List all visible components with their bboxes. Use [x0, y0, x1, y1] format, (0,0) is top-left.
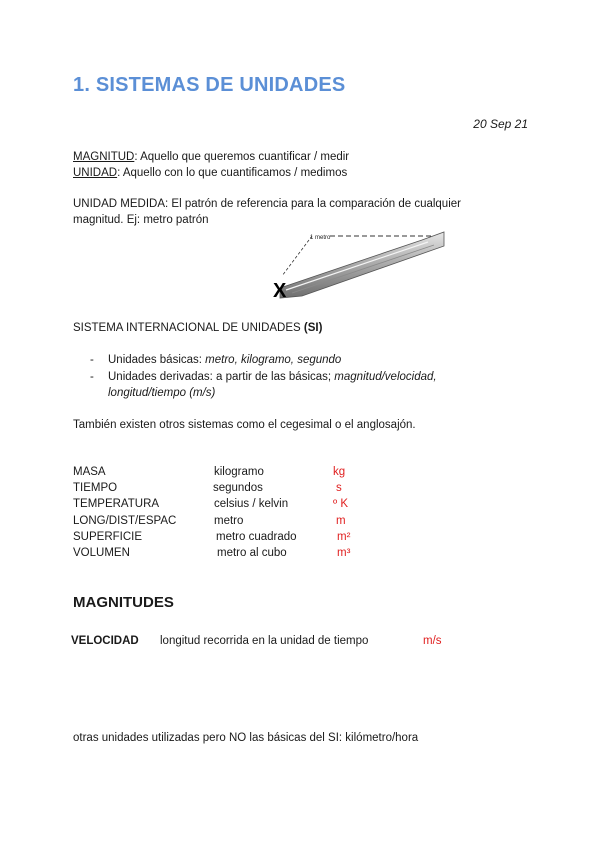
velocidad-term: VELOCIDAD	[71, 635, 139, 647]
bullet-dash: -	[90, 354, 94, 366]
otros-sistemas-text: También existen otros sistemas como el cegesimal o el anglosajón.	[73, 419, 416, 431]
unidad-cell: metro	[214, 515, 244, 527]
figure-x-mark: X	[273, 280, 287, 302]
footer-note: otras unidades utilizadas pero NO las básicas del SI: kilómetro/hora	[73, 732, 419, 744]
simbolo-cell: m³	[337, 547, 351, 559]
measure-dashed-line-left	[282, 236, 312, 276]
unidad-cell: metro al cubo	[217, 547, 287, 559]
metro-patron-figure	[272, 226, 452, 302]
date-label: 20 Sep 21	[473, 117, 528, 131]
bar-groove	[292, 245, 434, 293]
bullet-text: Unidades básicas:	[108, 354, 206, 366]
simbolo-cell: kg	[333, 466, 346, 478]
bar-highlight	[286, 242, 428, 290]
magnitud-def: : Aquello que queremos cuantificar / medir	[134, 151, 350, 163]
unidad-cell: celsius / kelvin	[214, 498, 289, 510]
definition-magnitud	[73, 149, 349, 165]
si-heading	[73, 320, 322, 336]
magnitud-cell: VOLUMEN	[73, 547, 130, 559]
unidad-cell: kilogramo	[214, 466, 264, 478]
unidad-cell: metro cuadrado	[216, 531, 297, 543]
unidad-medida-paragraph: UNIDAD MEDIDA: El patrón de referencia para la comparación de cualquier magnitud. Ej: metro patrón	[73, 198, 461, 226]
bullet-italic: magnitud/velocidad, longitud/tiempo (m/s)	[108, 371, 437, 399]
si-abbr: (SI)	[303, 322, 323, 334]
velocidad-def: longitud recorrida en la unidad de tiempo	[160, 635, 369, 647]
velocidad-unit: m/s	[423, 635, 442, 647]
magnitud-term: MAGNITUD	[73, 151, 135, 163]
magnitud-cell: LONG/DIST/ESPAC	[73, 515, 177, 527]
page-title: 1. SISTEMAS DE UNIDADES	[73, 74, 346, 96]
bullet-dash: -	[90, 371, 94, 383]
simbolo-cell: m	[336, 515, 346, 527]
si-heading-text: SISTEMA INTERNACIONAL DE UNIDADES	[73, 322, 304, 334]
list-item	[108, 369, 478, 401]
magnitud-cell: TIEMPO	[73, 482, 118, 494]
magnitudes-heading: MAGNITUDES	[73, 594, 174, 611]
metal-bar	[280, 232, 444, 298]
simbolo-cell: s	[336, 482, 342, 494]
unidad-cell: segundos	[213, 482, 263, 494]
unidad-def: : Aquello con lo que cuantificamos / medimos	[117, 167, 348, 179]
bullet-text: Unidades derivadas: a partir de las básicas;	[108, 371, 335, 383]
definition-unidad	[73, 165, 347, 181]
simbolo-cell: m²	[337, 531, 351, 543]
bullet-italic: metro, kilogramo, segundo	[205, 354, 342, 366]
magnitud-cell: TEMPERATURA	[73, 498, 160, 510]
magnitud-cell: MASA	[73, 466, 106, 478]
figure-label: 1 metro	[310, 235, 331, 241]
simbolo-cell: º K	[333, 498, 349, 510]
list-item	[108, 352, 478, 368]
unidad-term: UNIDAD	[73, 167, 118, 179]
magnitud-cell: SUPERFICIE	[73, 531, 143, 543]
